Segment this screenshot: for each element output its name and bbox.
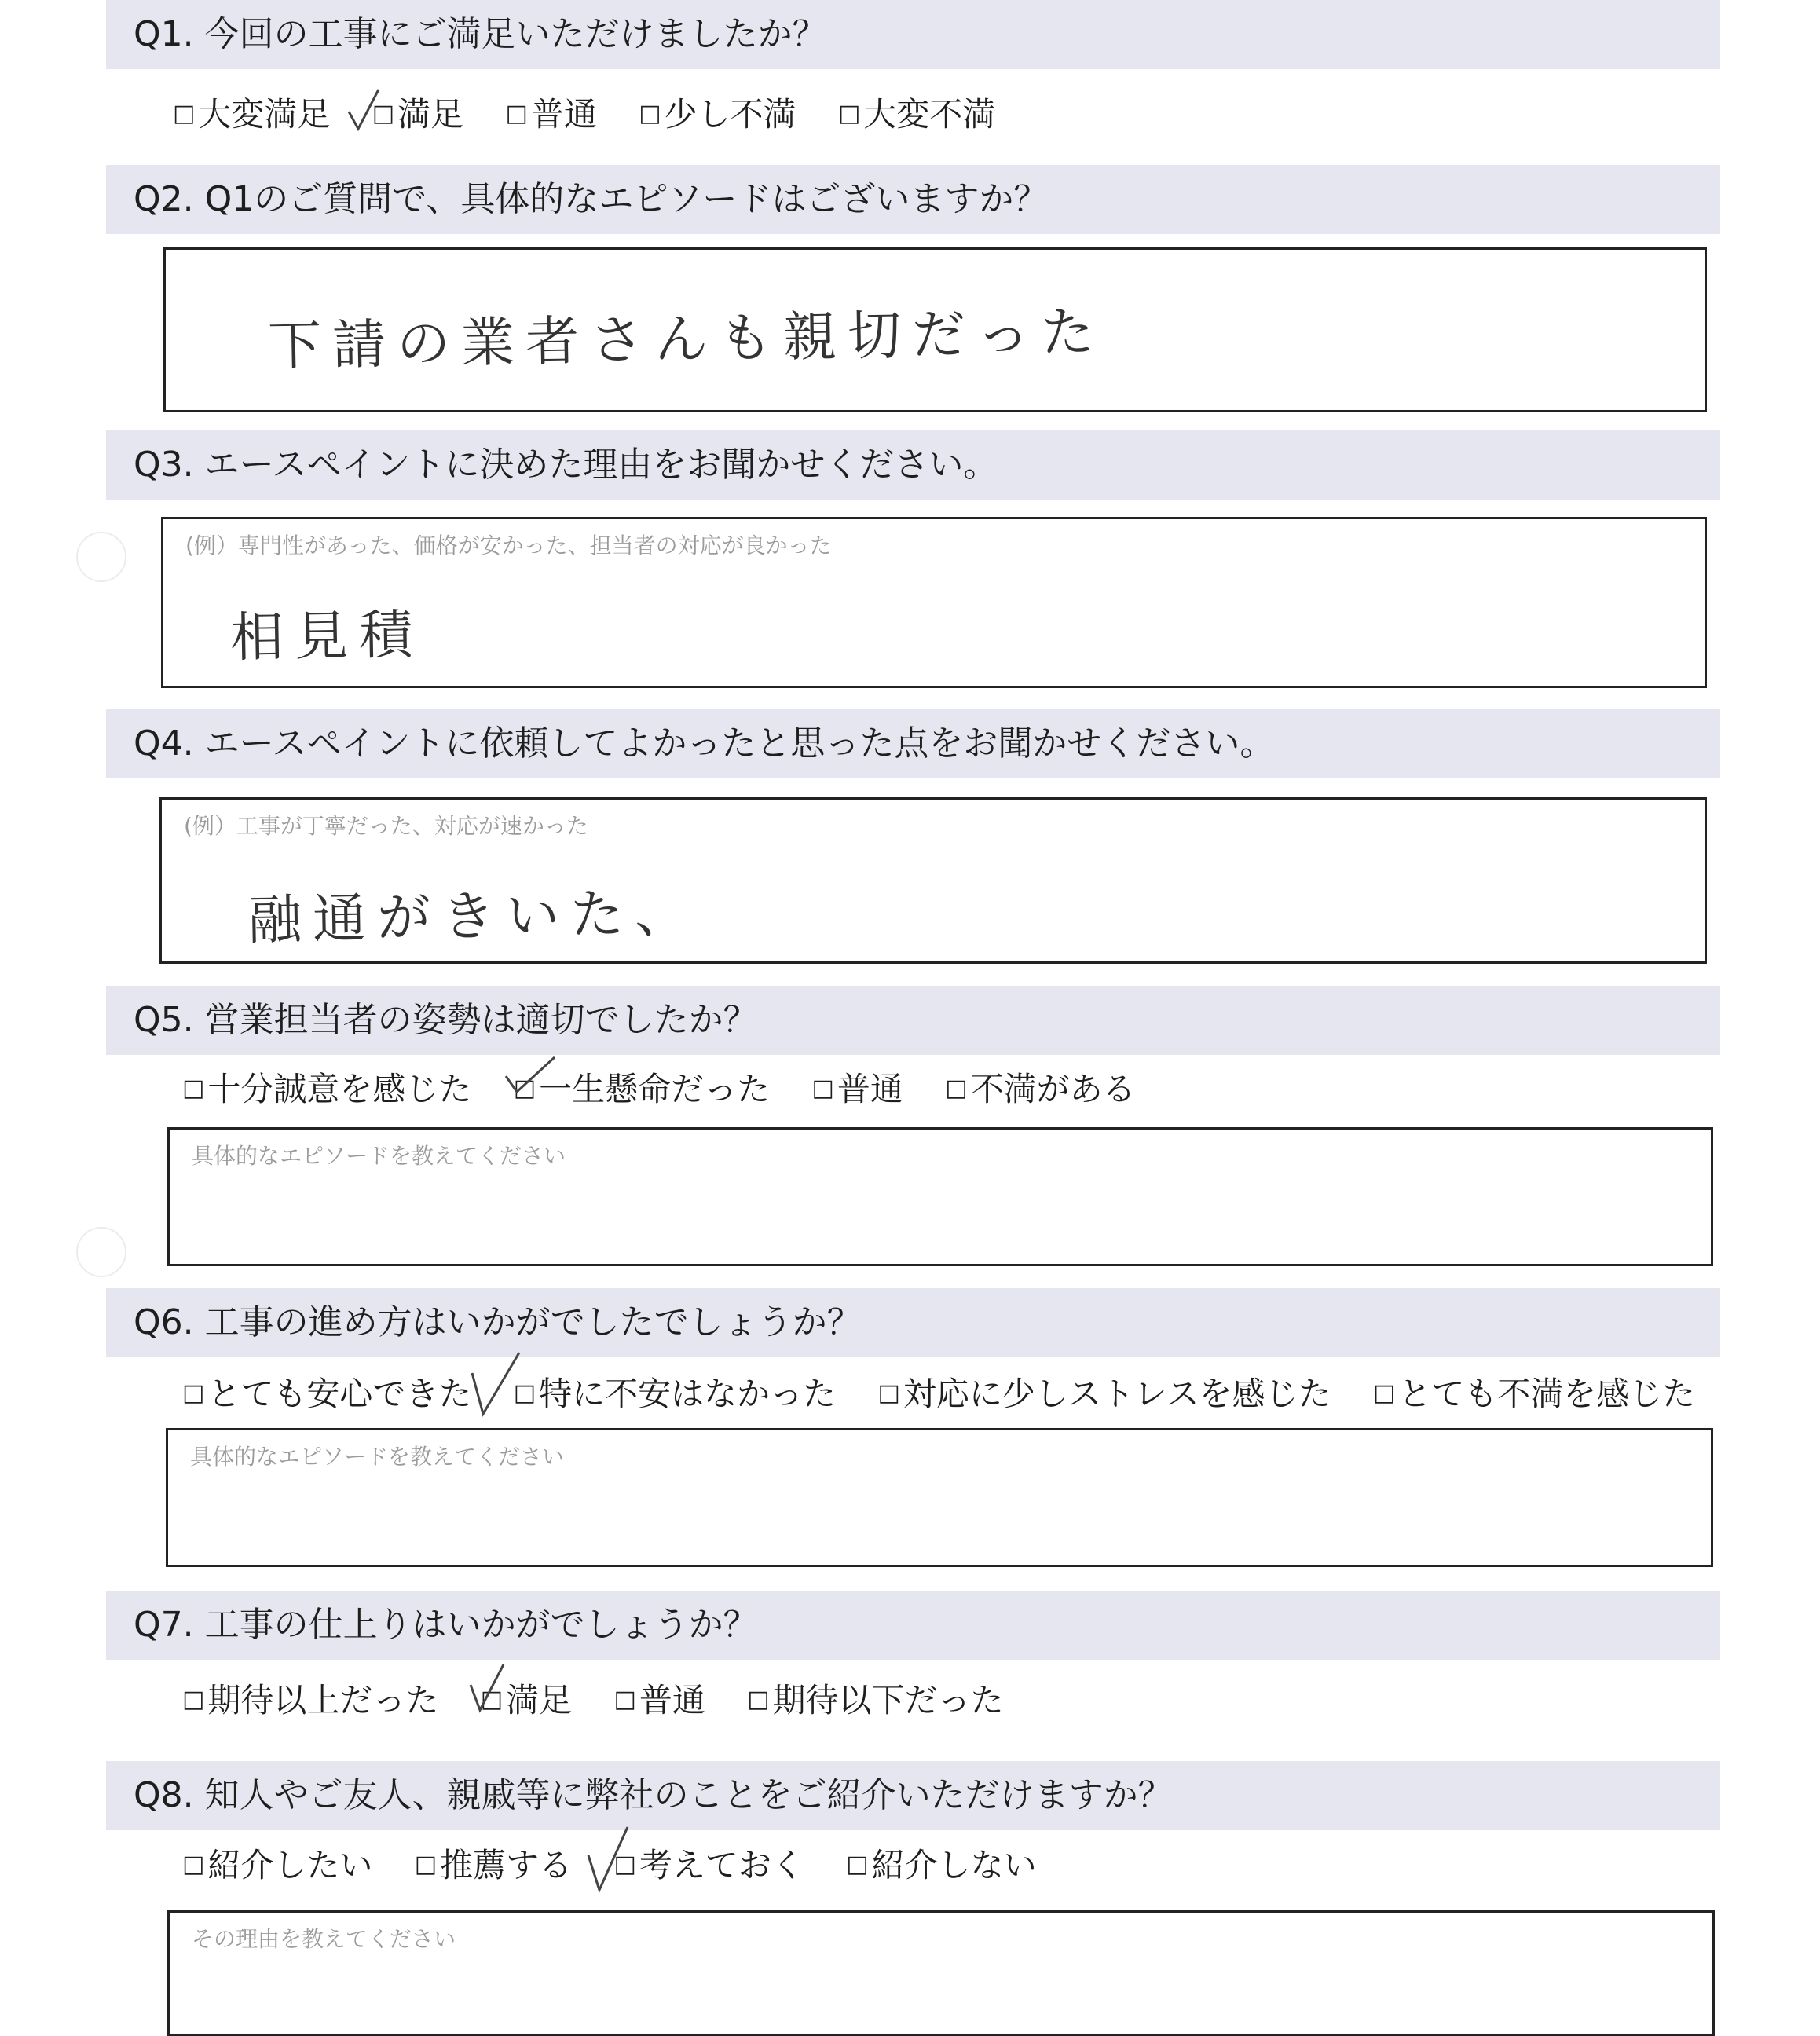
q1-option[interactable]: □満足 — [372, 91, 463, 141]
q6-option[interactable]: □とても安心できた — [182, 1371, 471, 1420]
q6-episode-box[interactable] — [166, 1428, 1713, 1567]
q8-reason-box[interactable] — [167, 1910, 1715, 2036]
checkbox-icon[interactable]: □ — [513, 1074, 536, 1102]
checkbox-icon[interactable]: □ — [639, 99, 661, 127]
q4-handwritten-answer: 融通がきいた、 — [247, 881, 700, 953]
q3-answer-box[interactable] — [161, 517, 1707, 688]
q8-question: Q8. 知人やご友人、親戚等に弊社のことをご紹介いただけますか？ — [106, 1761, 1720, 1830]
checkbox-icon[interactable]: □ — [1372, 1379, 1396, 1407]
checkbox-icon[interactable]: □ — [613, 1850, 636, 1878]
q4-question: Q4. エースペイントに依頼してよかったと思った点をお聞かせください。 — [106, 709, 1720, 778]
q4-hint: (例）工事が丁寧だった、対応が速かった — [184, 813, 588, 839]
q6-question: Q6. 工事の進め方はいかがでしたでしょうか？ — [106, 1288, 1720, 1357]
checkbox-icon[interactable]: □ — [945, 1074, 968, 1102]
punch-hole-mark — [76, 1227, 126, 1277]
q7-options — [182, 1677, 1035, 1727]
q5-option[interactable]: □一生懸命だった — [514, 1066, 770, 1115]
q7-option[interactable]: □満足 — [481, 1677, 572, 1727]
q1-option[interactable]: □普通 — [505, 91, 596, 141]
checkmark-icon — [467, 1349, 530, 1420]
q5-question: Q5. 営業担当者の姿勢は適切でしたか？ — [106, 986, 1720, 1055]
q3-question: Q3. エースペイントに決めた理由をお聞かせください。 — [106, 430, 1720, 500]
checkbox-icon[interactable]: □ — [837, 99, 861, 127]
checkbox-icon[interactable]: □ — [414, 1850, 438, 1878]
punch-hole-mark — [76, 532, 126, 582]
q6-option[interactable]: □とても不満を感じた — [1373, 1371, 1695, 1420]
q7-option[interactable]: □期待以上だった — [182, 1677, 438, 1727]
q5-episode-box[interactable] — [167, 1127, 1713, 1266]
checkbox-icon[interactable]: □ — [182, 1685, 205, 1713]
q5-option[interactable]: □十分誠意を感じた — [182, 1066, 471, 1115]
checkbox-icon[interactable]: □ — [747, 1685, 770, 1713]
q7-option[interactable]: □期待以下だった — [747, 1677, 1003, 1727]
q7-option[interactable]: □普通 — [613, 1677, 705, 1727]
q1-question: Q1. 今回の工事にご満足いただけましたか？ — [106, 0, 1720, 69]
checkbox-icon[interactable]: □ — [613, 1685, 636, 1713]
q5-option[interactable]: □不満がある — [945, 1066, 1135, 1115]
q2-answer-box[interactable] — [163, 247, 1707, 412]
checkbox-icon[interactable]: □ — [877, 1379, 900, 1407]
q1-option[interactable]: □大変満足 — [173, 91, 330, 141]
q5-option[interactable]: □普通 — [811, 1066, 903, 1115]
checkmark-icon — [467, 1661, 515, 1716]
q8-hint: その理由を教えてください — [192, 1926, 456, 1952]
checkbox-icon[interactable]: □ — [505, 99, 528, 127]
checkmark-icon — [503, 1053, 558, 1100]
q8-option[interactable]: □紹介したい — [182, 1842, 372, 1891]
q5-hint: 具体的なエピソードを教えてください — [192, 1143, 566, 1169]
checkbox-icon[interactable]: □ — [182, 1074, 205, 1102]
q8-option[interactable]: □紹介しない — [846, 1842, 1036, 1891]
q6-hint: 具体的なエピソードを教えてください — [190, 1444, 565, 1470]
q6-option[interactable]: □特に不安はなかった — [514, 1371, 836, 1420]
checkbox-icon[interactable]: □ — [513, 1379, 536, 1407]
checkbox-icon[interactable]: □ — [173, 99, 196, 127]
q6-options — [182, 1371, 1727, 1420]
q8-option[interactable]: □推薦する — [415, 1842, 572, 1891]
q4-answer-box[interactable] — [159, 797, 1707, 964]
checkbox-icon[interactable]: □ — [811, 1074, 834, 1102]
q1-option[interactable]: □大変不満 — [838, 91, 995, 141]
checkbox-icon[interactable]: □ — [182, 1379, 205, 1407]
q1-options — [173, 91, 1027, 141]
q8-option[interactable]: □考えておく — [613, 1842, 804, 1891]
checkbox-icon[interactable]: □ — [182, 1850, 205, 1878]
checkbox-icon[interactable]: □ — [480, 1685, 504, 1713]
checkmark-icon — [585, 1824, 632, 1895]
checkbox-icon[interactable]: □ — [846, 1850, 869, 1878]
q5-options — [182, 1066, 1167, 1115]
checkbox-icon[interactable]: □ — [372, 99, 395, 127]
q3-hint: (例）専門性があった、価格が安かった、担当者の対応が良かった — [185, 533, 832, 558]
q2-question: Q2. Q1のご質問で、具体的なエピソードはございますか？ — [106, 165, 1720, 234]
q3-handwritten-answer: 相見積 — [229, 603, 424, 670]
q6-option[interactable]: □対応に少しストレスを感じた — [877, 1371, 1331, 1420]
q1-option[interactable]: □少し不満 — [639, 91, 796, 141]
checkmark-icon — [346, 85, 385, 136]
q7-question: Q7. 工事の仕上りはいかがでしょうか？ — [106, 1591, 1720, 1660]
q2-handwritten-answer: 下請の業者さんも親切だった — [267, 301, 1106, 379]
